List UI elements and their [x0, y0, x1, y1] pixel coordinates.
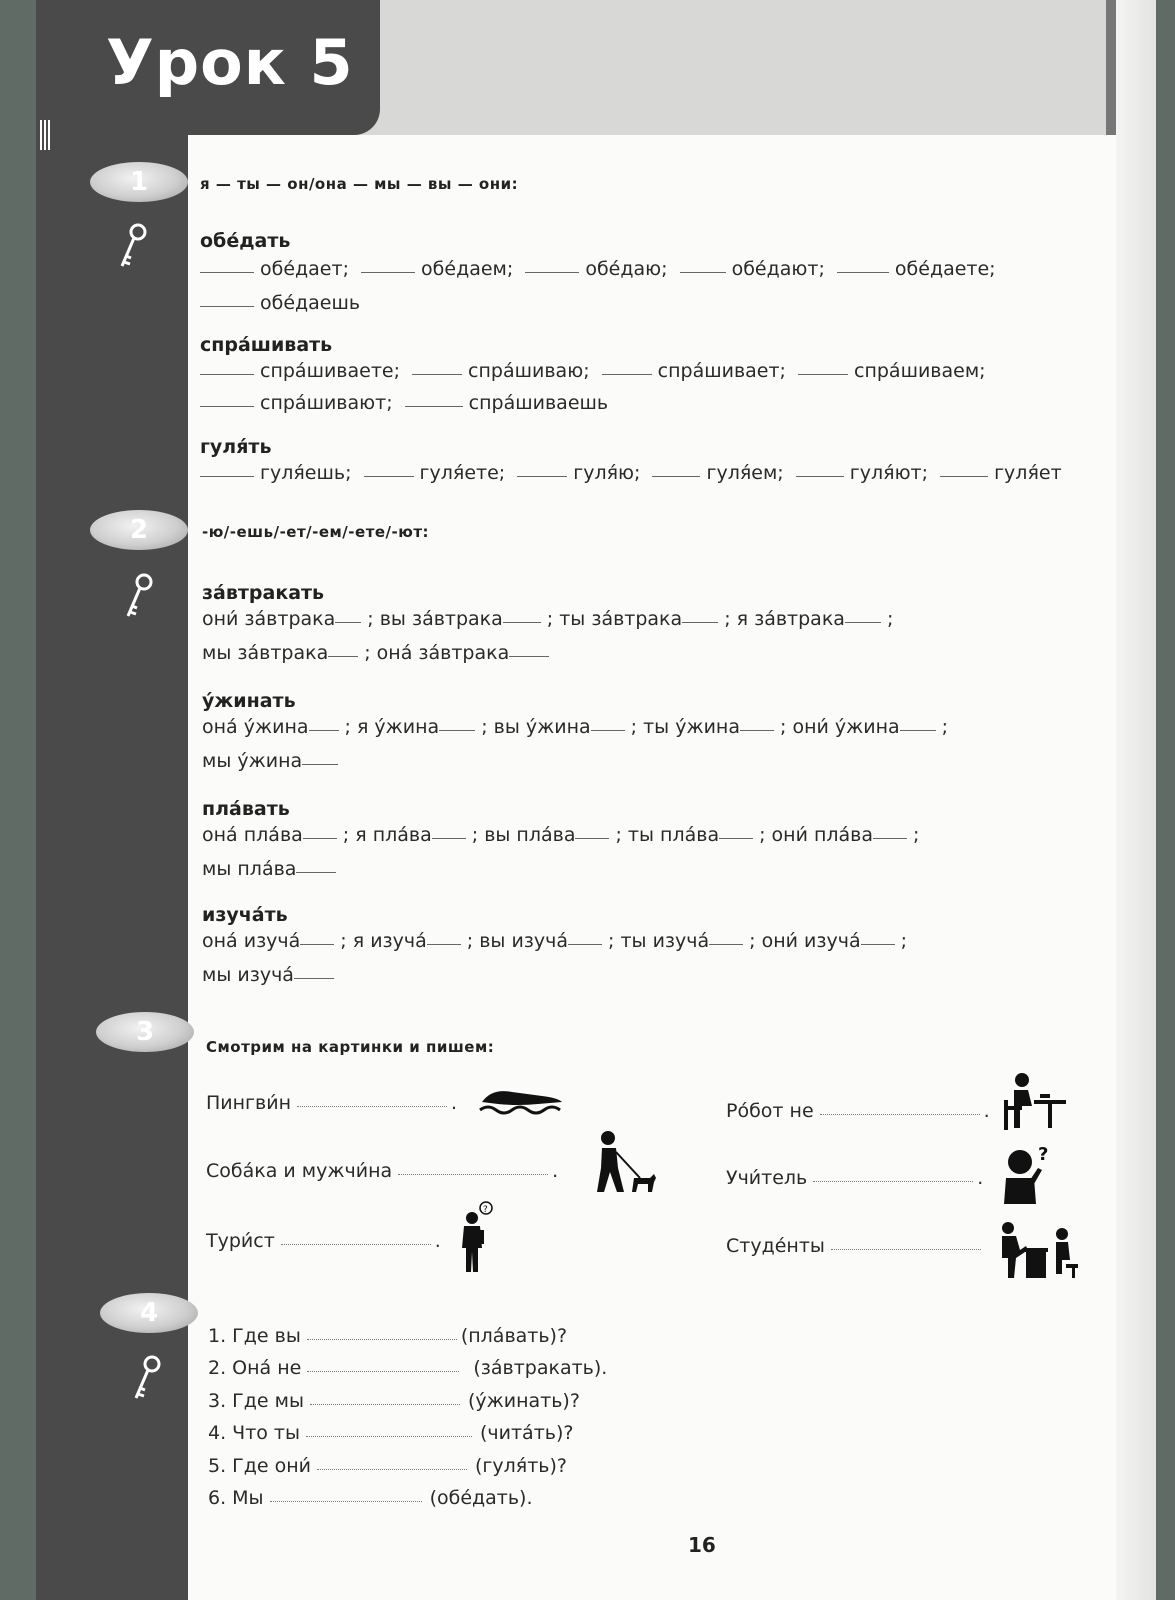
- answer-blank[interactable]: [837, 271, 889, 273]
- verb-heading: гуля́ть: [200, 436, 272, 458]
- answer-blank[interactable]: [602, 373, 652, 375]
- picture-sentence: Соба́ка и мужчи́на .: [206, 1160, 559, 1182]
- answer-blank[interactable]: [796, 475, 844, 477]
- answer-blank[interactable]: [405, 405, 463, 407]
- answer-blank[interactable]: [297, 1106, 447, 1107]
- verb-stem: ; вы изуча́: [466, 930, 569, 952]
- answer-blank[interactable]: [900, 729, 936, 731]
- answer-blank[interactable]: [302, 763, 338, 765]
- verb-stem: мы за́втрака: [202, 642, 329, 664]
- answer-blank[interactable]: [680, 271, 726, 273]
- verb-form: спра́шиваешь: [468, 392, 609, 414]
- verb-form: спра́шивают;: [260, 392, 393, 414]
- verb-heading: за́втракать: [202, 582, 325, 604]
- verb-form: гуля́ешь;: [260, 462, 352, 484]
- answer-blank[interactable]: [427, 943, 461, 945]
- svg-text:?: ?: [483, 1205, 488, 1215]
- sentence-start: 5. Где они́: [208, 1455, 312, 1477]
- answer-blank[interactable]: [709, 943, 743, 945]
- tourist-question-icon: [456, 1200, 496, 1274]
- answer-blank[interactable]: [682, 621, 718, 623]
- students-at-desks-icon: [996, 1220, 1082, 1280]
- verb-stem: она́ пла́ва: [202, 824, 303, 846]
- sentence-subject: Студе́нты: [726, 1235, 825, 1257]
- exercise-1-instruction: я — ты — он/она — мы — вы — они:: [200, 175, 519, 193]
- exercise-line: [200, 462, 1062, 484]
- verb-stem: ; я изуча́: [340, 930, 427, 952]
- answer-blank[interactable]: [412, 373, 462, 375]
- answer-blank[interactable]: [335, 621, 361, 623]
- exercise-4-item: [208, 1422, 573, 1444]
- answer-blank[interactable]: [575, 837, 609, 839]
- verb-form: гуля́ю;: [573, 462, 641, 484]
- exercise-1-badge: 1: [90, 162, 188, 202]
- exercise-2-badge: 2: [90, 510, 188, 550]
- answer-blank[interactable]: [525, 271, 579, 273]
- verb-form: спра́шивает;: [657, 360, 786, 382]
- exercise-line: [202, 750, 344, 772]
- verb-heading: у́жинать: [202, 690, 296, 712]
- answer-blank[interactable]: [270, 1501, 422, 1502]
- verb-form: гуля́ют;: [849, 462, 929, 484]
- picture-sentence: Ро́бот не .: [726, 1100, 990, 1122]
- answer-blank[interactable]: [740, 729, 774, 731]
- picture-sentence: Тури́ст .: [206, 1230, 441, 1252]
- answer-blank[interactable]: [309, 729, 339, 731]
- sentence-subject: Тури́ст: [206, 1230, 275, 1252]
- answer-blank[interactable]: [517, 475, 567, 477]
- verb-form: гуля́ет: [994, 462, 1062, 484]
- exercise-3-badge: 3: [96, 1012, 194, 1052]
- sentence-subject: Пингви́н: [206, 1092, 292, 1114]
- verb-stem: ; вы пла́ва: [471, 824, 576, 846]
- verb-stem: мы у́жина: [202, 750, 303, 772]
- answer-blank[interactable]: [398, 1174, 548, 1175]
- svg-text:?: ?: [1038, 1144, 1049, 1165]
- exercise-4-item: [208, 1487, 533, 1509]
- page-number: 16: [688, 1533, 716, 1557]
- sentence-start: 4. Что ты: [208, 1422, 300, 1444]
- answer-blank[interactable]: [307, 1371, 459, 1372]
- picture-sentence: Пингви́н .: [206, 1092, 458, 1114]
- verb-stem: она́ у́жина: [202, 716, 309, 738]
- verb-form: спра́шиваете;: [260, 360, 400, 382]
- exercise-line: [202, 824, 919, 846]
- swimming-penguin-icon: [478, 1082, 568, 1116]
- verb-stem: ; я за́втрака: [724, 608, 845, 630]
- sentence-start: 3. Где мы: [208, 1390, 304, 1412]
- punctuation: ;: [913, 824, 920, 846]
- verb-heading: обе́дать: [200, 230, 291, 252]
- answer-blank[interactable]: [200, 305, 254, 307]
- answer-blank[interactable]: [364, 475, 414, 477]
- binding-marks: [40, 120, 54, 150]
- verb-form: обе́даете;: [894, 258, 996, 280]
- verb-form: обе́даешь: [260, 292, 361, 314]
- answer-blank[interactable]: [820, 1114, 980, 1115]
- verb-heading: пла́вать: [202, 798, 290, 820]
- sentence-subject: Соба́ка и мужчи́на: [206, 1160, 393, 1182]
- answer-blank[interactable]: [568, 943, 602, 945]
- man-walking-dog-icon: [590, 1130, 660, 1196]
- answer-blank[interactable]: [296, 871, 336, 873]
- picture-sentence: Учи́тель .: [726, 1167, 984, 1189]
- exercise-line: [202, 716, 948, 738]
- answer-blank[interactable]: [652, 475, 700, 477]
- verb-stem: ; ты изуча́: [608, 930, 710, 952]
- answer-blank[interactable]: [798, 373, 848, 375]
- verb-stem: ; вы у́жина: [481, 716, 591, 738]
- verb-stem: ; ты у́жина: [630, 716, 740, 738]
- answer-blank[interactable]: [509, 655, 549, 657]
- exercise-line: [200, 292, 360, 314]
- verb-heading: спра́шивать: [200, 334, 333, 356]
- verb-stem: ; они́ изуча́: [749, 930, 861, 952]
- answer-key-icon: [128, 1354, 164, 1404]
- verb-stem: ; ты за́втрака: [546, 608, 683, 630]
- verb-stem: ; я пла́ва: [342, 824, 432, 846]
- verb-stem: мы пла́ва: [202, 858, 297, 880]
- exercise-line: [202, 608, 893, 630]
- answer-blank[interactable]: [361, 271, 415, 273]
- workbook-page: [36, 0, 1156, 1600]
- verb-hint: (чита́ть)?: [480, 1422, 574, 1444]
- verb-stem: ; она́ за́втрака: [364, 642, 510, 664]
- sentence-subject: Ро́бот не: [726, 1100, 814, 1122]
- verb-form: гуля́ете;: [419, 462, 506, 484]
- sentence-start: 1. Где вы: [208, 1325, 301, 1347]
- punctuation: ;: [900, 930, 908, 952]
- answer-blank[interactable]: [307, 1339, 457, 1340]
- answer-blank[interactable]: [200, 373, 254, 375]
- exercise-4-item: [208, 1390, 580, 1412]
- verb-form: спра́шиваю;: [468, 360, 590, 382]
- exercise-line: [202, 930, 907, 952]
- verb-hint: (за́втракать).: [473, 1357, 608, 1379]
- answer-blank[interactable]: [294, 977, 334, 979]
- punctuation: ;: [886, 608, 894, 630]
- exercise-line: [200, 392, 608, 414]
- answer-blank[interactable]: [861, 943, 895, 945]
- exercise-4-item: [208, 1325, 567, 1347]
- verb-form: обе́даю;: [585, 258, 668, 280]
- answer-blank[interactable]: [317, 1469, 467, 1470]
- exercise-4-badge: 4: [100, 1293, 198, 1333]
- answer-blank[interactable]: [281, 1244, 431, 1245]
- answer-blank[interactable]: [306, 1436, 472, 1437]
- verb-form: обе́даем;: [421, 258, 514, 280]
- exercise-4-item: [208, 1357, 607, 1379]
- answer-blank[interactable]: [591, 729, 625, 731]
- answer-blank[interactable]: [328, 655, 358, 657]
- answer-key-icon: [114, 222, 150, 272]
- verb-form: обе́дает;: [260, 258, 349, 280]
- verb-form: спра́шиваем;: [854, 360, 986, 382]
- sentence-start: 2. Она́ не: [208, 1357, 302, 1379]
- exercise-line: [202, 964, 340, 986]
- exercise-2-instruction: -ю/-ешь/-ет/-ем/-ете/-ют:: [202, 523, 430, 541]
- answer-blank[interactable]: [940, 475, 988, 477]
- verb-form: гуля́ем;: [706, 462, 784, 484]
- robot-eating-icon: [998, 1070, 1070, 1132]
- verb-stem: ; они́ у́жина: [780, 716, 900, 738]
- answer-blank[interactable]: [831, 1249, 981, 1250]
- answer-blank[interactable]: [503, 621, 541, 623]
- verb-stem: ; они́ пла́ва: [759, 824, 874, 846]
- answer-blank[interactable]: [200, 271, 254, 273]
- lesson-title-tab: [36, 0, 380, 135]
- teacher-thinking-icon: [998, 1142, 1058, 1206]
- sentence-start: 6. Мы: [208, 1487, 264, 1509]
- verb-stem: она́ изуча́: [202, 930, 301, 952]
- exercise-line: [200, 258, 996, 280]
- answer-blank[interactable]: [300, 943, 334, 945]
- exercise-line: [200, 360, 986, 382]
- answer-blank[interactable]: [845, 621, 881, 623]
- verb-stem: ; вы за́втрака: [367, 608, 503, 630]
- answer-blank[interactable]: [439, 729, 475, 731]
- sentence-subject: Учи́тель: [726, 1167, 808, 1189]
- verb-stem: они́ за́втрака: [202, 608, 336, 630]
- answer-blank[interactable]: [200, 475, 254, 477]
- verb-stem: ; я у́жина: [344, 716, 440, 738]
- exercise-3-instruction: Смотрим на картинки и пишем:: [206, 1038, 495, 1056]
- page-edge-shadow: [1116, 0, 1156, 1600]
- answer-blank[interactable]: [310, 1404, 460, 1405]
- left-margin-column: [36, 135, 188, 1600]
- answer-blank[interactable]: [873, 837, 907, 839]
- exercise-4-item: [208, 1455, 567, 1477]
- verb-stem: ; ты пла́ва: [615, 824, 720, 846]
- verb-stem: мы изуча́: [202, 964, 294, 986]
- verb-hint: (у́жинать)?: [467, 1390, 580, 1412]
- answer-blank[interactable]: [200, 405, 254, 407]
- exercise-line: [202, 642, 555, 664]
- answer-blank[interactable]: [432, 837, 466, 839]
- answer-blank[interactable]: [813, 1181, 973, 1182]
- lesson-title: Урок 5: [106, 26, 354, 99]
- verb-hint: (обе́дать).: [429, 1487, 533, 1509]
- answer-blank[interactable]: [303, 837, 337, 839]
- exercise-line: [202, 858, 342, 880]
- punctuation: ;: [941, 716, 949, 738]
- verb-heading: изуча́ть: [202, 904, 288, 926]
- verb-form: обе́дают;: [731, 258, 825, 280]
- picture-sentence: [726, 1235, 985, 1257]
- verb-hint: (пла́вать)?: [460, 1325, 568, 1347]
- verb-hint: (гуля́ть)?: [475, 1455, 567, 1477]
- answer-key-icon: [120, 572, 156, 622]
- answer-blank[interactable]: [719, 837, 753, 839]
